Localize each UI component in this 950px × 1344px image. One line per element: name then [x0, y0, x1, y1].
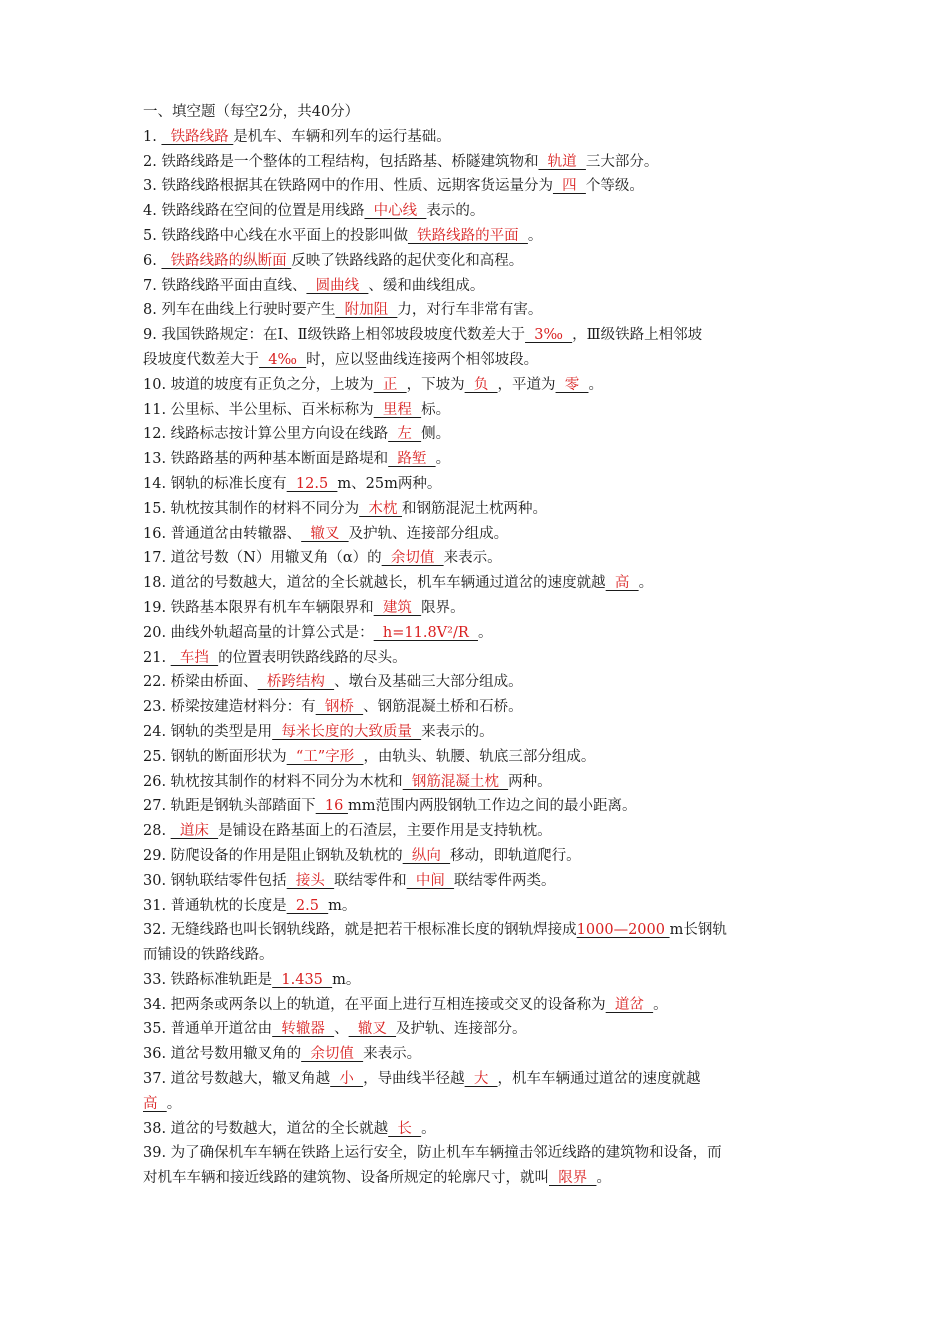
question-number: 25.: [143, 748, 171, 765]
question-number: 20.: [143, 624, 171, 641]
answer-blank: 中间: [406, 872, 455, 889]
question-text: 普通单开道岔由: [170, 1021, 273, 1038]
question-text: 道岔号数越大，辙叉角越: [170, 1071, 331, 1088]
question-line: [143, 274, 813, 299]
question-text: 而铺设的铁路线路。: [143, 947, 274, 964]
question-number: 15.: [143, 500, 171, 517]
question-text: 钢轨联结零件包括: [170, 872, 287, 889]
answer-blank: 2.5: [286, 897, 329, 914]
question-text: 铁路线路在空间的位置是用线路: [161, 203, 365, 220]
question-line: [143, 596, 813, 621]
answer-blank: 木枕: [359, 500, 402, 517]
question-number: 31.: [143, 897, 171, 914]
answer-blank: 12.5: [286, 475, 338, 492]
question-number: 22.: [143, 674, 171, 691]
answer-blank: 中心线: [364, 203, 427, 220]
question-line: [143, 373, 813, 398]
question-text: ，导曲线半径越: [363, 1071, 465, 1088]
question-text: 及护轨、连接部分组成。: [348, 525, 509, 542]
answer-blank: 附加阻: [335, 302, 398, 319]
answer-blank: 道床: [170, 823, 219, 840]
answer-blank: 左: [388, 426, 422, 443]
question-number: 5.: [143, 227, 162, 244]
question-line: [143, 546, 813, 571]
answer-blank: 高: [143, 1095, 167, 1112]
question-text: mm范围内两股钢轨工作边之间的最小距离。: [347, 798, 637, 815]
question-text: 道岔号数（N）用辙叉角（α）的: [170, 550, 382, 567]
question-text: 、缓和曲线组成。: [368, 277, 485, 294]
question-number: 17.: [143, 550, 171, 567]
question-text: 公里标、半公里标、百米标称为: [170, 401, 374, 418]
question-line: [143, 819, 813, 844]
question-text: 坡道的坡度有正负之分，上坡为: [170, 376, 374, 393]
question-number: 14.: [143, 475, 171, 492]
question-line: [143, 646, 813, 671]
question-text: ，平道为: [497, 376, 556, 393]
question-list: [143, 125, 813, 1191]
question-number: 11.: [143, 401, 171, 418]
question-text: 、墩台及基础三大部分组成。: [334, 674, 523, 691]
question-number: 19.: [143, 599, 171, 616]
answer-blank: h=11.8V²/R: [373, 624, 478, 641]
question-number: 36.: [143, 1046, 171, 1063]
question-number: 12.: [143, 426, 171, 443]
answer-blank: 每米长度的大致质量: [272, 723, 422, 740]
question-text: ，由轨头、轨腰、轨底三部分组成。: [363, 748, 596, 765]
question-line: [143, 323, 813, 348]
answer-blank: 1000—2000: [576, 922, 670, 939]
question-text: 段坡度代数差大于: [143, 351, 259, 368]
question-text: 。: [421, 1120, 436, 1137]
answer-blank: 零: [555, 376, 589, 393]
question-number: 35.: [143, 1021, 171, 1038]
question-text: 普通轨枕的长度是: [170, 897, 287, 914]
answer-blank: 建筑: [373, 599, 422, 616]
answer-blank: 长: [388, 1120, 422, 1137]
answer-blank: 4‰: [259, 351, 307, 368]
question-line: [143, 398, 813, 423]
question-number: 21.: [143, 649, 171, 666]
question-number: 3.: [143, 178, 162, 195]
question-text: m长钢轨: [669, 922, 727, 939]
question-line: [143, 497, 813, 522]
question-text: m。: [332, 971, 361, 988]
question-number: 33.: [143, 971, 171, 988]
answer-blank: 16: [315, 798, 348, 815]
answer-blank: 转辙器: [272, 1021, 335, 1038]
question-text: 道岔号数用辙叉角的: [170, 1046, 302, 1063]
question-line: [143, 298, 813, 323]
question-text: 和钢筋混泥土枕两种。: [402, 500, 547, 517]
question-line: [143, 249, 813, 274]
question-text: 反映了铁路线路的起伏变化和高程。: [291, 252, 524, 269]
question-text: 轨距是钢轨头部踏面下: [170, 798, 316, 815]
question-text: 。: [588, 376, 603, 393]
question-text: 。: [527, 227, 543, 244]
question-number: 1.: [143, 128, 162, 145]
question-text: 三大部分。: [585, 153, 659, 170]
answer-blank: 道岔: [605, 996, 654, 1013]
question-line: [143, 894, 813, 919]
answer-blank: 辙叉: [301, 525, 349, 542]
answer-blank: “工”字形: [286, 748, 364, 765]
question-text: 个等级。: [585, 178, 644, 195]
question-text: 的位置表明铁路线路的尽头。: [218, 649, 407, 666]
question-text: 轨枕按其制作的材料不同分为: [170, 500, 360, 517]
answer-blank: 车挡: [170, 649, 219, 666]
question-number: 16.: [143, 525, 171, 542]
question-line: [143, 968, 813, 993]
question-text: 钢轨的断面形状为: [170, 748, 287, 765]
question-text: 。: [596, 1170, 611, 1187]
question-number: 18.: [143, 575, 171, 592]
question-text: 时，应以竖曲线连接两个相邻坡段。: [306, 351, 539, 368]
question-line: [143, 1042, 813, 1067]
question-text: 桥梁由桥面、: [170, 674, 258, 691]
question-line: [143, 571, 813, 596]
question-continuation-line: [143, 348, 813, 373]
question-text: 把两条或两条以上的轨道，在平面上进行互相连接或交叉的设备称为: [170, 996, 606, 1013]
question-line: [143, 1141, 813, 1166]
question-text: 联结零件和: [334, 872, 407, 889]
question-text: 移动，即轨道爬行。: [450, 847, 581, 864]
answer-blank: 桥跨结构: [257, 674, 335, 691]
question-text: 。: [477, 624, 493, 641]
question-line: [143, 1067, 813, 1092]
question-text: 。: [166, 1095, 182, 1112]
question-text: 来表示。: [443, 550, 502, 567]
question-text: 道岔的号数越大，道岔的全长就越长，机车车辆通过道岔的速度就越: [170, 575, 606, 592]
answer-blank: 路堑: [388, 451, 436, 468]
question-number: 7.: [143, 277, 162, 294]
answer-blank: 1.435: [272, 971, 333, 988]
question-number: 30.: [143, 872, 171, 889]
answer-blank: 余切值: [301, 1046, 364, 1063]
question-line: [143, 447, 813, 472]
question-number: 37.: [143, 1071, 171, 1088]
answer-blank: 铁路线路的纵断面: [161, 252, 292, 269]
question-text: 标。: [421, 401, 451, 418]
answer-blank: 钢桥: [315, 699, 364, 716]
question-text: 、: [334, 1021, 349, 1038]
question-text: 桥梁按建造材料分：有: [170, 699, 316, 716]
question-text: 我国铁路规定：在Ⅰ、Ⅱ级铁路上相邻坡段坡度代数差大于: [161, 327, 526, 344]
answer-blank: 正: [373, 376, 407, 393]
question-text: 道岔的号数越大，道岔的全长就越: [170, 1120, 389, 1137]
question-line: [143, 869, 813, 894]
question-text: 钢轨的类型是用: [170, 723, 273, 740]
question-line: [143, 1117, 813, 1142]
question-text: 铁路线路平面由直线、: [161, 277, 307, 294]
question-number: 13.: [143, 451, 171, 468]
question-text: 及护轨、连接部分。: [396, 1021, 527, 1038]
question-text: 。: [638, 575, 654, 592]
question-text: ，Ⅲ级铁路上相邻坡: [572, 327, 703, 344]
question-line: [143, 1017, 813, 1042]
question-text: 铁路线路根据其在铁路网中的作用、性质、远期客货运量分为: [161, 178, 553, 195]
question-number: 4.: [143, 203, 162, 220]
question-text: 铁路线路是一个整体的工程结构，包括路基、桥隧建筑物和: [161, 153, 539, 170]
question-number: 24.: [143, 723, 171, 740]
question-text: 无缝线路也叫长钢轨线路，就是把若干根标准长度的钢轨焊接成: [170, 922, 577, 939]
question-text: 限界。: [421, 599, 465, 616]
question-text: 联结零件两类。: [454, 872, 556, 889]
question-text: 列车在曲线上行驶时要产生: [161, 302, 336, 319]
question-text: 钢轨的标准长度有: [170, 475, 287, 492]
question-line: [143, 794, 813, 819]
question-continuation-line: [143, 1166, 813, 1191]
question-text: 曲线外轨超高量的计算公式是：: [170, 624, 374, 641]
section-title: 一、填空题（每空2分，共40分）: [143, 104, 360, 120]
question-line: [143, 522, 813, 547]
question-number: 29.: [143, 847, 171, 864]
answer-blank: 高: [605, 575, 639, 592]
question-text: 防爬设备的作用是阻止钢轨及轨枕的: [170, 847, 403, 864]
question-text: 来表示的。: [421, 723, 494, 740]
question-text: 对机车车辆和接近线路的建筑物、设备所规定的轮廓尺寸，就叫: [143, 1170, 549, 1187]
answer-blank: 铁路线路的平面: [407, 227, 528, 244]
question-line: [143, 770, 813, 795]
question-line: [143, 224, 813, 249]
question-number: 2.: [143, 153, 162, 170]
question-number: 27.: [143, 798, 171, 815]
question-continuation-line: [143, 943, 813, 968]
question-text: 铁路线路中心线在水平面上的投影叫做: [161, 227, 408, 244]
question-number: 28.: [143, 823, 171, 840]
answer-blank: 负: [464, 376, 498, 393]
question-text: 侧。: [421, 426, 451, 443]
question-line: [143, 844, 813, 869]
question-line: [143, 150, 813, 175]
question-text: 铁路路基的两种基本断面是路堤和: [170, 451, 389, 468]
question-text: 轨枕按其制作的材料不同分为木枕和: [170, 773, 403, 790]
answer-blank: 圆曲线: [306, 277, 369, 294]
question-line: [143, 670, 813, 695]
question-line: [143, 199, 813, 224]
question-text: 铁路基本限界有机车车辆限界和: [170, 599, 374, 616]
question-text: 表示的。: [426, 203, 485, 220]
question-text: 线路标志按计算公里方向设在线路: [170, 426, 389, 443]
answer-blank: 轨道: [538, 153, 586, 170]
question-text: m。: [328, 897, 357, 914]
question-text: 两种。: [508, 773, 552, 790]
question-text: 来表示。: [363, 1046, 422, 1063]
question-line: [143, 472, 813, 497]
question-text: m、25m两种。: [337, 475, 442, 492]
question-number: 38.: [143, 1120, 171, 1137]
answer-blank: 辙叉: [348, 1021, 397, 1038]
question-line: [143, 720, 813, 745]
answer-blank: 钢筋混凝土枕: [402, 773, 509, 790]
question-text: 、钢筋混凝土桥和石桥。: [363, 699, 523, 716]
question-line: [143, 174, 813, 199]
question-text: 力，对行车非常有害。: [397, 302, 543, 319]
question-line: [143, 422, 813, 447]
fill-in-blank-section: [143, 100, 813, 1191]
question-line: [143, 918, 813, 943]
question-number: 26.: [143, 773, 171, 790]
question-number: 23.: [143, 699, 171, 716]
question-text: ，下坡为: [406, 376, 465, 393]
answer-blank: 纵向: [402, 847, 451, 864]
question-number: 32.: [143, 922, 171, 939]
answer-blank: 3‰: [525, 327, 573, 344]
question-text: 铁路标准轨距是: [170, 971, 273, 988]
answer-blank: 限界: [549, 1170, 597, 1187]
question-number: 6.: [143, 252, 162, 269]
question-line: [143, 745, 813, 770]
question-number: 8.: [143, 302, 162, 319]
answer-blank: 接头: [286, 872, 335, 889]
answer-blank: 余切值: [381, 550, 444, 567]
question-number: 10.: [143, 376, 171, 393]
question-text: 普通道岔由转辙器、: [170, 525, 302, 542]
question-number: 9.: [143, 327, 162, 344]
question-line: [143, 621, 813, 646]
answer-blank: 里程: [373, 401, 422, 418]
question-continuation-line: [143, 1092, 813, 1117]
question-text: 为了确保机车车辆在铁路上运行安全，防止机车车辆撞击邻近线路的建筑物和设备，而: [170, 1145, 722, 1162]
question-text: 是铺设在路基面上的石渣层，主要作用是支持轨枕。: [218, 823, 552, 840]
question-text: 。: [653, 996, 668, 1013]
question-text: 是机车、车辆和列车的运行基础。: [233, 128, 451, 145]
question-number: 34.: [143, 996, 171, 1013]
answer-blank: 小: [330, 1071, 364, 1088]
question-line: [143, 993, 813, 1018]
question-line: [143, 695, 813, 720]
answer-blank: 大: [464, 1071, 498, 1088]
question-number: 39.: [143, 1145, 171, 1162]
answer-blank: 铁路线路: [161, 128, 234, 145]
question-line: [143, 125, 813, 150]
question-text: 。: [435, 451, 451, 468]
answer-blank: 四: [552, 178, 586, 195]
question-text: ，机车车辆通过道岔的速度就越: [497, 1071, 701, 1088]
